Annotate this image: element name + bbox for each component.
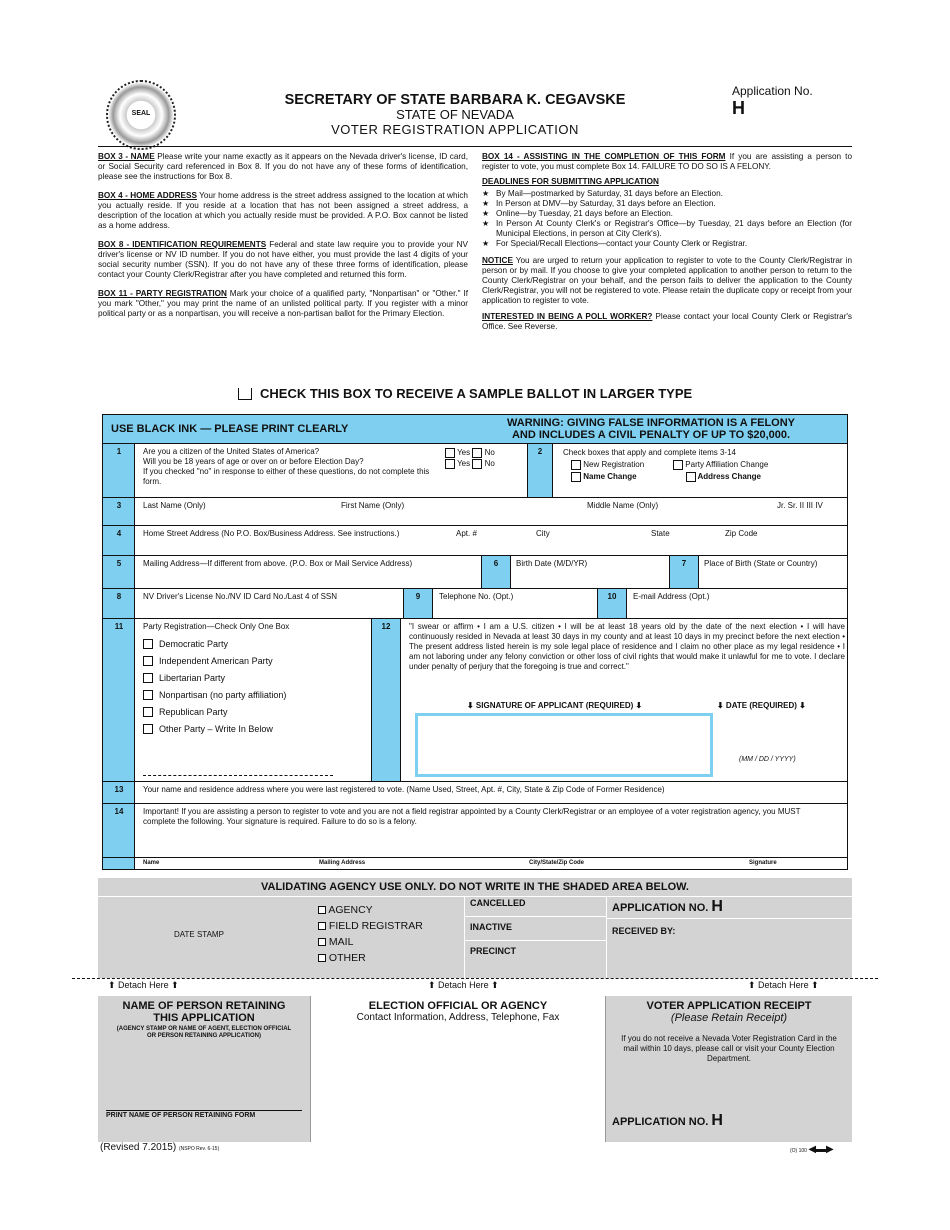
- former-address-field[interactable]: Your name and residence address where you were last registered to vote. (Name Used, Street, Apt. #, City, State & Zip Code of Former Residence): [143, 785, 665, 794]
- official-heading: ELECTION OFFICIAL OR AGENCY: [368, 1000, 548, 1012]
- first-name-field[interactable]: First Name (Only): [341, 501, 405, 510]
- state-title: STATE OF NEVADA: [396, 107, 514, 122]
- date-label: ⬇ DATE (REQUIRED) ⬇: [717, 701, 806, 710]
- agency-rule: [606, 918, 852, 919]
- license-field[interactable]: NV Driver's License No./NV ID Card No./Last 4 of SSN: [143, 592, 338, 601]
- birth-place-field[interactable]: Place of Birth (State or Country): [704, 559, 818, 568]
- row-1-2: [103, 443, 847, 497]
- large-ballot-checkbox[interactable]: [238, 388, 252, 400]
- agency-divider: [464, 896, 465, 978]
- box-number: 10: [597, 589, 627, 618]
- receipt-section: [98, 996, 852, 1142]
- box4-instr: BOX 4 - HOME ADDRESS Your home address is the street address assigned to the location at which you actually reside. If you reside at a location that has not been assigned a street address, a description of the location at which you actually reside must be provided. A P.O. Box cannot be listed as a home address.: [98, 191, 468, 230]
- instructions-left: [98, 152, 468, 328]
- assist-name[interactable]: Name: [143, 860, 160, 866]
- middle-name-field[interactable]: Middle Name (Only): [587, 501, 659, 510]
- age-yes-checkbox[interactable]: [445, 459, 455, 469]
- box-number: 11: [114, 622, 124, 631]
- warning-text: WARNING: GIVING FALSE INFORMATION IS A FELONY AND INCLUDES A CIVIL PENALTY OF UP TO $20,000.: [506, 417, 796, 441]
- email-field[interactable]: E-mail Address (Opt.): [633, 592, 710, 601]
- party-republican[interactable]: Republican Party: [143, 707, 286, 717]
- date-stamp: DATE STAMP: [174, 930, 224, 939]
- deadline-item: ★ By Mail—postmarked by Saturday, 31 days before an Election.: [482, 189, 852, 199]
- deadline-item: ★ Online—by Tuesday, 21 days before an Election.: [482, 209, 852, 219]
- box14-instr: BOX 14 - ASSISTING IN THE COMPLETION OF THIS FORM If you are assisting a person to register to vote, you must complete Box 14. FAILURE TO DO SO IS A FELONY.: [482, 152, 852, 171]
- inactive: INACTIVE: [470, 922, 513, 932]
- assist-signature[interactable]: Signature: [749, 860, 777, 866]
- deadline-item: ★ In Person At County Clerk's or Registrar's Office—by Tuesday, 21 days before an Election (for Municipal Elections, in person at City Clerk's).: [482, 219, 852, 239]
- row-11-12: [103, 618, 847, 781]
- receipt-sub: (Please Retain Receipt): [670, 1012, 788, 1024]
- black-ink-note: USE BLACK INK — PLEASE PRINT CLEARLY: [111, 423, 349, 435]
- form-title: VOTER REGISTRATION APPLICATION: [331, 122, 579, 137]
- state-seal: SEAL: [106, 80, 176, 150]
- box-number: 1: [116, 447, 122, 456]
- mailing-address-field[interactable]: Mailing Address—If different from above. (P.O. Box or Mail Service Address): [143, 559, 413, 568]
- agency-rule: [464, 916, 606, 917]
- birth-date-field[interactable]: Birth Date (M/D/YR): [516, 559, 588, 568]
- detach-center: ⬆ Detach Here ⬆: [428, 980, 499, 990]
- party-independent-american[interactable]: Independent American Party: [143, 656, 286, 666]
- address-change-checkbox[interactable]: [686, 472, 696, 482]
- box3-instr: BOX 3 - NAME Please write your name exactly as it appears on the Nevada driver's license, ID card, or Social Security card referenced in Box 8. If you do not have any of these forms of identification, please see the instructions for Box 8.: [98, 152, 468, 181]
- official-box: [310, 996, 606, 1142]
- citizen-no-checkbox[interactable]: [472, 448, 482, 458]
- secretary-title: SECRETARY OF STATE BARBARA K. CEGAVSKE: [284, 92, 626, 108]
- citizen-questions: Are you a citizen of the United States of America? Will you be 18 years of age or over on or before Election Day? If you checked "no" in response to either of these questions, do not complete this form.: [143, 447, 430, 486]
- assist-city[interactable]: City/State/Zip Code: [529, 860, 585, 866]
- box-number: 3: [116, 501, 122, 510]
- large-ballot-option[interactable]: CHECK THIS BOX TO RECEIVE A SAMPLE BALLOT IN LARGER TYPE: [238, 386, 692, 401]
- box-number: 5: [116, 559, 122, 568]
- receipt-text: If you do not receive a Nevada Voter Registration Card in the mail within 10 days, please call or visit your County Election Department.: [621, 1034, 837, 1063]
- party-nonpartisan[interactable]: Nonpartisan (no party affiliation): [143, 690, 286, 700]
- retainer-box: [98, 996, 310, 1142]
- box-number: 8: [116, 592, 122, 601]
- row-14-assist: [103, 803, 847, 857]
- agency-divider: [606, 896, 607, 978]
- last-name-field[interactable]: Last Name (Only): [143, 501, 206, 510]
- signature-label: ⬇ SIGNATURE OF APPLICANT (REQUIRED) ⬇: [467, 701, 643, 710]
- apt-field[interactable]: Apt. #: [456, 529, 477, 538]
- notice-instr: NOTICE You are urged to return your application to register to vote to the County Clerk/Registrar in person or by mail. If you choose to give your completed application to another person to return to the County Clerk/Registrar on your behalf, and the person fails to deliver the application to the County Clerk/Registrar, you will not be registered to vote. Please retain the duplicate copy or receipt from your application to register to vote.: [482, 256, 852, 305]
- agency-options: [318, 902, 423, 966]
- receipt-app-no: APPLICATION NO. H: [612, 1112, 723, 1129]
- box-number: 14: [114, 807, 124, 816]
- zip-field[interactable]: Zip Code: [725, 529, 758, 538]
- revised-note: (Revised 7.2015) (NSPO Rev. 6-15): [100, 1142, 220, 1153]
- poll-worker-instr: INTERESTED IN BEING A POLL WORKER? Please contact your local County Clerk or Registrar's Office. See Reverse.: [482, 312, 853, 331]
- voter-receipt-box: [606, 996, 852, 1142]
- application-no-value: H: [732, 98, 745, 118]
- assist-address[interactable]: Mailing Address: [319, 860, 366, 866]
- age-no-checkbox[interactable]: [472, 459, 482, 469]
- row-8-id[interactable]: [103, 588, 847, 618]
- agency-area: [98, 878, 852, 978]
- agency-rule: [98, 896, 852, 897]
- box-number: 6: [481, 556, 511, 588]
- box8-instr: BOX 8 - IDENTIFICATION REQUIREMENTS Federal and state law require you to provide your NV driver's license or NV ID number. If you do not have either, you must provide the last 4 digits of your social security number (SSN). If you do not have any of these three forms of identification, please contact your County Clerk/Registrar after you have completed and returned this form.: [98, 240, 468, 279]
- precinct: PRECINCT: [470, 946, 517, 956]
- received-by: RECEIVED BY:: [612, 926, 676, 936]
- deadline-item: ★ In Person at DMV—by Saturday, 31 days before an Election.: [482, 199, 852, 209]
- box11-instr: BOX 11 - PARTY REGISTRATION Mark your choice of a qualified party, "Nonpartisan" or "Other." If you mark "Other," you may print the name of an unlisted political party. If you register with a minor political party or as a nonpartisan, you will receive a non-partisan ballot for the Primary Election.: [98, 289, 468, 318]
- signature-box[interactable]: [415, 713, 713, 777]
- agency-rule: [464, 940, 606, 941]
- agency-heading: VALIDATING AGENCY USE ONLY. DO NOT WRITE IN THE SHADED AREA BELOW.: [260, 881, 689, 893]
- state-field[interactable]: State: [651, 529, 670, 538]
- row-3-name[interactable]: [103, 497, 847, 525]
- retainer-heading: NAME OF PERSON RETAINING THIS APPLICATION: [122, 1000, 286, 1024]
- registration-form: [102, 414, 848, 870]
- home-address-field[interactable]: Home Street Address (No P.O. Box/Business Address. See instructions.): [143, 529, 400, 538]
- city-field[interactable]: City: [536, 529, 550, 538]
- row-4-home[interactable]: [103, 525, 847, 555]
- box-number: 13: [114, 785, 124, 794]
- box-number: 7: [669, 556, 699, 588]
- retainer-sub: (AGENCY STAMP OR NAME OF AGENT, ELECTION OFFICIAL OR PERSON RETAINING APPLICATION): [116, 1026, 292, 1039]
- row-13-former[interactable]: [103, 781, 847, 803]
- party-options: [143, 639, 286, 741]
- detach-line: [72, 978, 878, 979]
- party-other[interactable]: Other Party – Write In Below: [143, 724, 286, 734]
- opt-other[interactable]: OTHER: [318, 950, 423, 966]
- party-write-in-line[interactable]: [143, 775, 333, 776]
- opt-field-registrar[interactable]: FIELD REGISTRAR: [318, 918, 423, 934]
- date-field[interactable]: (MM / DD / YYYY): [739, 756, 796, 763]
- oath-text: "I swear or affirm • I am a U.S. citizen • I will be at least 18 years old by the date of the next election • I will have continuously resided in Nevada at least 30 days in my county and at least 10 days in my precinct before the next election • The present address listed herein is my sole legal place of residence and I claim no other place as my legal residence • I am not laboring under any felony conviction or other loss of civil rights that would make it unlawful for me to vote. I declare under penalty of perjury that the foregoing is true and correct.": [409, 622, 845, 671]
- box-number: 4: [116, 529, 122, 538]
- box-number: 2: [527, 444, 553, 497]
- header-rule: [98, 146, 852, 147]
- opt-agency[interactable]: AGENCY: [318, 902, 423, 918]
- detach-right: ⬆ Detach Here ⬆: [748, 980, 819, 990]
- instructions-right: [482, 152, 852, 341]
- deadlines-head: DEADLINES FOR SUBMITTING APPLICATION: [482, 177, 659, 186]
- assist-fields[interactable]: [103, 857, 847, 869]
- new-registration-checkbox[interactable]: [571, 460, 581, 470]
- official-sub: Contact Information, Address, Telephone, Fax: [356, 1012, 560, 1023]
- form-banner: [103, 415, 847, 443]
- detach-left: ⬆ Detach Here ⬆: [108, 980, 179, 990]
- deadline-item: ★ For Special/Recall Elections—contact your County Clerk or Registrar.: [482, 239, 852, 249]
- footer-code: (O) 100 ◀▬▶: [790, 1144, 834, 1155]
- retainer-print-name[interactable]: PRINT NAME OF PERSON RETAINING FORM: [106, 1110, 302, 1119]
- citizen-yes-checkbox[interactable]: [445, 448, 455, 458]
- box-number: 12: [371, 619, 401, 781]
- cancelled: CANCELLED: [470, 898, 526, 908]
- party-change-checkbox[interactable]: [673, 460, 683, 470]
- assist-text: Important! If you are assisting a person to register to vote and you are not a field registrar appointed by a County Clerk/Registrar or an employee of a voter registration agency, you MUST complete the following. Your signature is required. Failure to do so is a felony.: [143, 807, 801, 826]
- deadlines-list: [482, 189, 852, 249]
- party-democratic[interactable]: Democratic Party: [143, 639, 286, 649]
- suffix-field[interactable]: Jr. Sr. II III IV: [777, 501, 823, 510]
- registration-type: Check boxes that apply and complete items 3-14 New Registration Party Affiliation Change Name Change Address Change: [563, 448, 769, 481]
- party-libertarian[interactable]: Libertarian Party: [143, 673, 286, 683]
- box-number: 9: [403, 589, 433, 618]
- agency-app-no: APPLICATION NO. H: [612, 898, 723, 915]
- name-change-checkbox[interactable]: [571, 472, 581, 482]
- application-no-label: Application No.: [732, 84, 813, 98]
- receipt-heading: VOTER APPLICATION RECEIPT: [646, 1000, 812, 1012]
- row-5-mailing[interactable]: [103, 555, 847, 588]
- yes-no-group[interactable]: Yes No Yes No: [445, 447, 495, 469]
- party-heading: Party Registration—Check Only One Box: [143, 622, 290, 631]
- opt-mail[interactable]: MAIL: [318, 934, 423, 950]
- telephone-field[interactable]: Telephone No. (Opt.): [439, 592, 514, 601]
